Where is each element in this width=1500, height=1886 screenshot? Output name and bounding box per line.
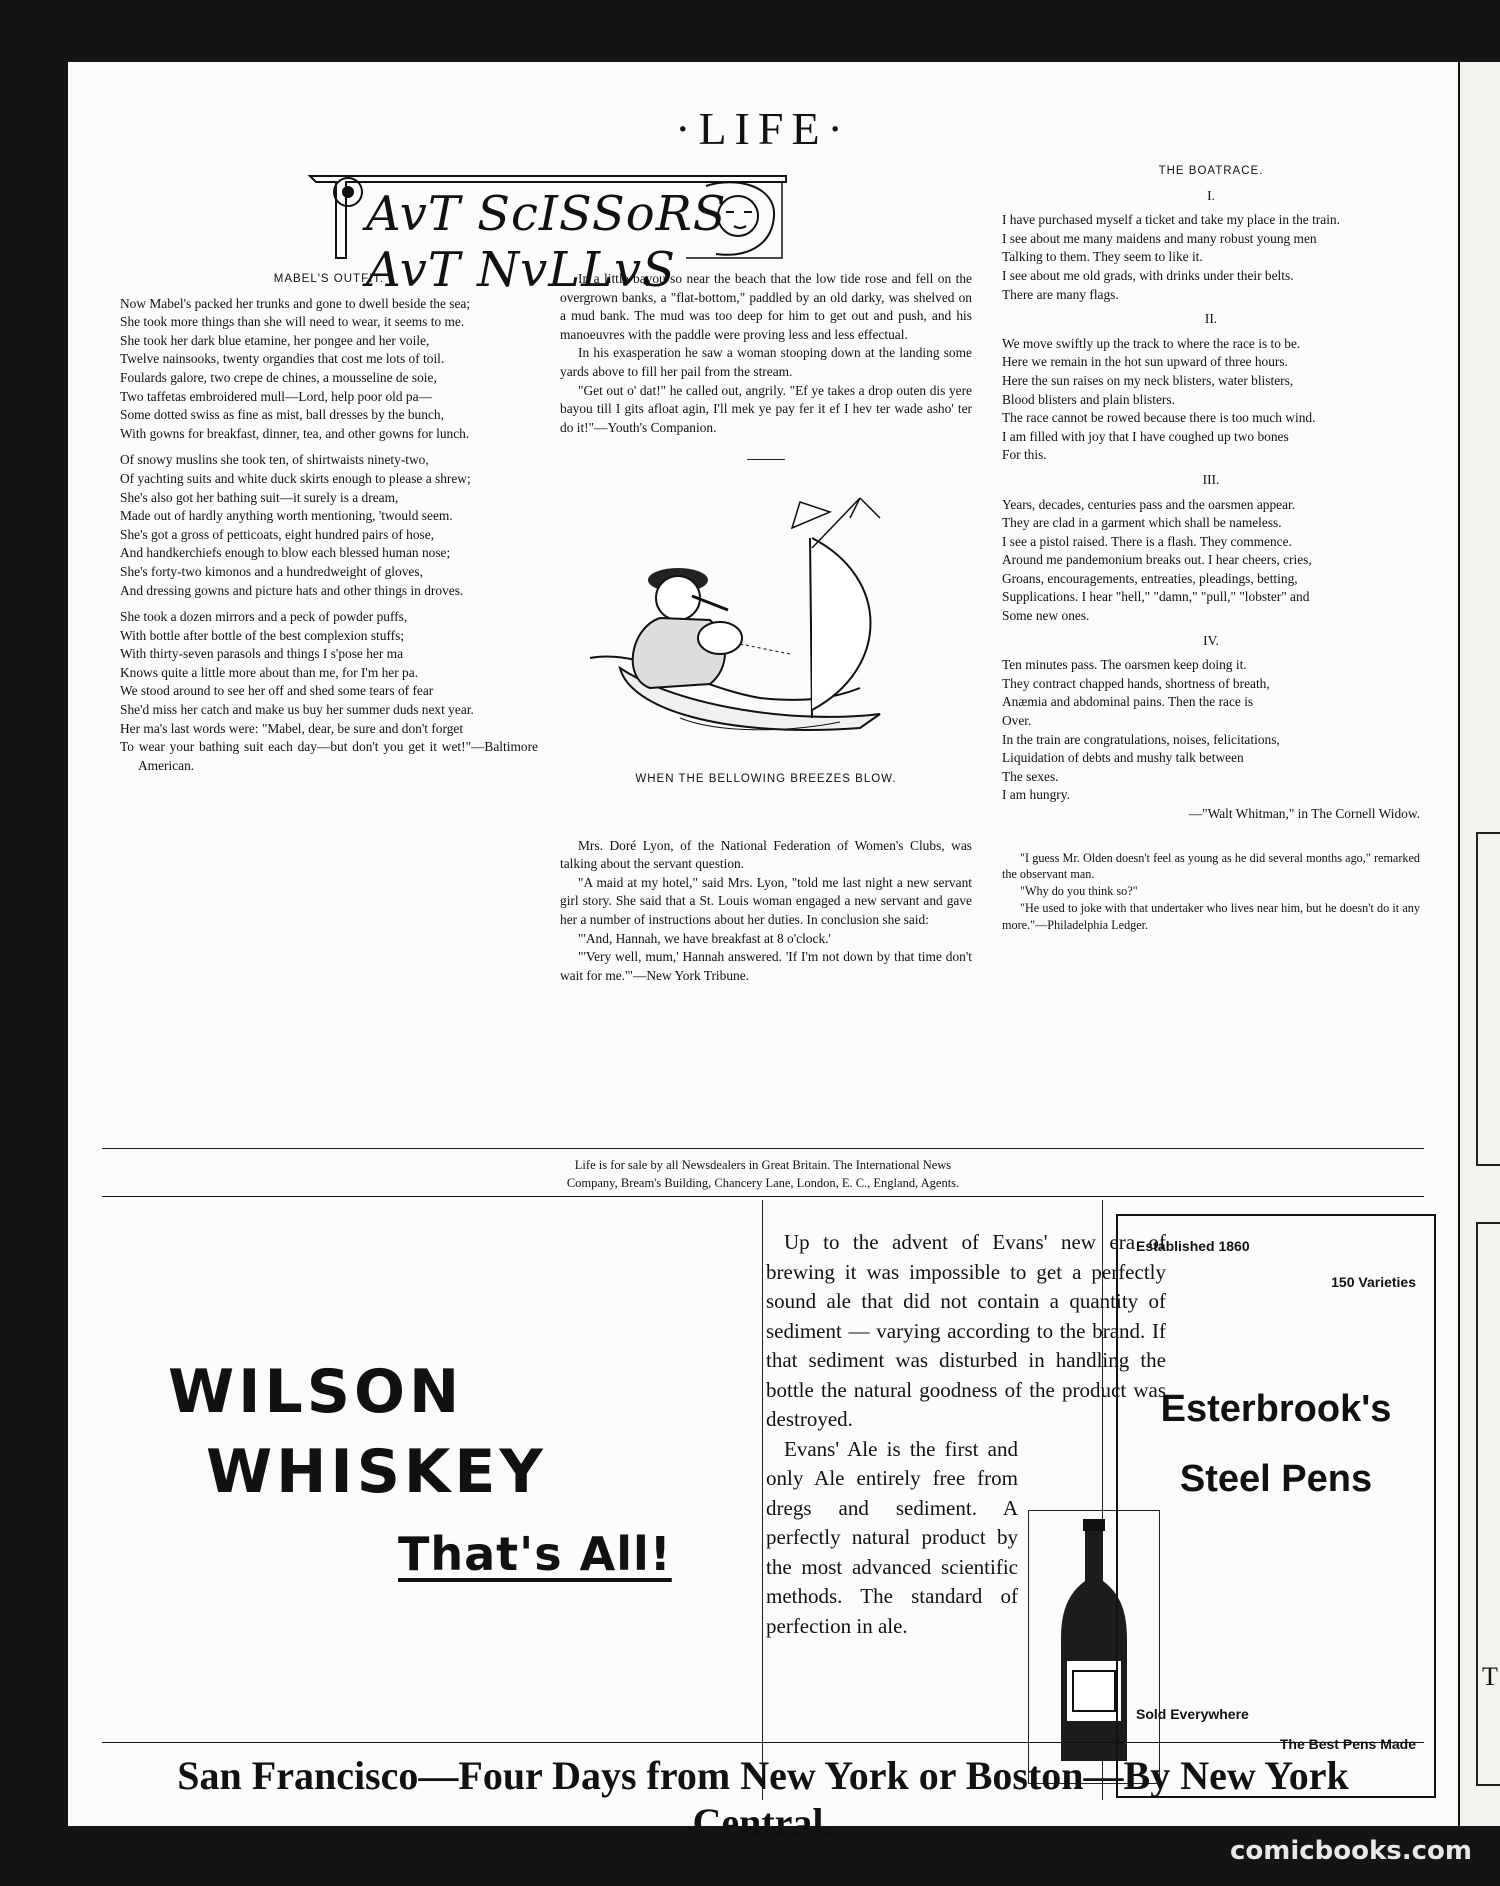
poem-line: With gowns for breakfast, dinner, tea, and other gowns for lunch. <box>120 425 470 441</box>
ad-line: WHISKEY <box>206 1437 547 1507</box>
poem-line: Her ma's last words were: "Mabel, dear, be sure and don't forget <box>120 720 464 736</box>
poem-line: The sexes. <box>1002 768 1059 784</box>
story-paragraph: "A maid at my hotel," said Mrs. Lyon, "told me last night a new servant girl story. She said that a St. Louis woman engaged a new servant and gave her a number of instructions about her duties. In conclusion she said: <box>560 874 972 927</box>
poem-line: And handkerchiefs enough to blow each blessed human nose; <box>120 545 451 561</box>
poem-line: We stood around to see her off and shed some tears of fear <box>120 683 434 699</box>
banner-title: AvT ScISSoRS AvT NvLLvS <box>366 186 727 298</box>
ad-copy: Evans' Ale is the first and only Ale entirely free from dregs and sediment. A perfectly natural product by the most advanced scientific methods. The standard of perfection in ale. <box>766 1436 1018 1638</box>
poem-line: She took more things than she will need to wear, it seems to me. <box>120 314 465 330</box>
ad-brand-line: Esterbrook's <box>1160 1388 1392 1430</box>
poem-line: For this. <box>1002 447 1047 463</box>
poem-line: She's forty-two kimonos and a hundredweight of gloves, <box>120 563 423 579</box>
poem-line: She's got a gross of petticoats, eight hundred pairs of hose, <box>120 526 435 542</box>
poem-line: I am hungry. <box>1002 787 1070 803</box>
sale-notice-line: Company, Bream's Building, Chancery Lane, London, E. C., England, Agents. <box>566 1176 960 1190</box>
column-mabels-outfit <box>120 270 538 775</box>
ad-brand-line: Steel Pens <box>1179 1458 1373 1500</box>
ad-copy: Up to the advent of Evans' new era of brewing it was impossible to get a perfectly sound ale that did not contain a quantity of sediment — varying according to the brand. If that sediment was disturbed in handling the bottle the natural goodness of the product was destroyed. <box>766 1230 1166 1431</box>
poem-line: I see about me many maidens and many robust young men <box>1002 230 1317 246</box>
poem-line: She took her dark blue etamine, her pongee and her voile, <box>120 332 430 348</box>
poem-line: Here the sun raises on my neck blisters, water blisters, <box>1002 372 1294 388</box>
poem-line: I see about me old grads, with drinks under their belts. <box>1002 267 1294 283</box>
poem-line: Blood blisters and plain blisters. <box>1002 391 1175 407</box>
poem-line: Liquidation of debts and mushy talk between <box>1002 750 1244 766</box>
poem-line: Groans, encouragements, entreaties, pleadings, betting, <box>1002 570 1298 586</box>
section-number: IV. <box>1203 632 1219 648</box>
poem-line: With thirty-seven parasols and things I s'pose her ma <box>120 646 404 662</box>
cartoon-caption: WHEN THE BELLOWING BREEZES BLOW. <box>635 772 897 785</box>
poem-line: Over. <box>1002 713 1032 729</box>
poem-line: Knows quite a little more about than me, for I'm her pa. <box>120 664 419 680</box>
ad-line: WILSON <box>168 1357 464 1427</box>
poem-line: They are clad in a garment which shall be nameless. <box>1002 515 1282 531</box>
column-boatrace <box>1002 162 1420 934</box>
poem-line: Ten minutes pass. The oarsmen keep doing it. <box>1002 657 1247 673</box>
poem-body <box>1002 187 1420 805</box>
section-number: II. <box>1204 311 1218 327</box>
poem-line: She'd miss her catch and make us buy her summer duds next year. <box>120 702 474 718</box>
story-paragraph: "He used to joke with that undertaker who lives near him, but he doesn't do it any more."—Philadelphia Ledger. <box>1002 900 1420 932</box>
column-middle <box>560 270 972 985</box>
poem-line: And dressing gowns and picture hats and other things in droves. <box>120 582 464 598</box>
poem-line: Some new ones. <box>1002 608 1090 624</box>
poem-line: Here we remain in the hot sun upward of three hours. <box>1002 354 1288 370</box>
story-paragraph: "'Very well, mum,' Hannah answered. 'If I'm not down by that time don't wait for me.'"—New York Tribune. <box>560 949 972 983</box>
ad-slogan: That's All! <box>398 1527 672 1581</box>
poem-line: I see a pistol raised. There is a flash. They commence. <box>1002 533 1292 549</box>
watermark: comicbooks.com <box>1229 1836 1472 1866</box>
stanza-gap <box>120 600 538 608</box>
magazine-title: ·LIFE· <box>675 103 851 154</box>
poem-line: Supplications. I hear "hell," "damn," "pull," "lobster" and <box>1002 589 1310 605</box>
poem-line: I am filled with joy that I have coughed up two bones <box>1002 428 1289 444</box>
poem-line: They contract chapped hands, shortness of breath, <box>1002 675 1270 691</box>
wilson-whiskey-ad <box>168 1352 672 1596</box>
poem-line: The race cannot be rowed because there is too much wind. <box>1002 410 1316 426</box>
poem-line: Of snowy muslins she took ten, of shirtwaists ninety-two, <box>120 452 429 468</box>
cartoon-sailboat-illustration <box>560 488 972 758</box>
poem-line: Made out of hardly anything worth mentioning, 'twould seem. <box>120 508 453 524</box>
poem-line: In the train are congratulations, noises, felicitations, <box>1002 731 1280 747</box>
story-paragraph: "Get out o' dat!" he called out, angrily. "Ef ye takes a drop outen dis yere bayou till I gits afloat agin, I'll mek ye pay fer it ef I hev ter wade asho' ter do it!"—Youth's Companion. <box>560 382 972 435</box>
sale-notice-line: Life is for sale by all Newsdealers in Great Britain. The International News <box>574 1158 952 1172</box>
poem-body <box>120 295 538 776</box>
adjacent-page-edge <box>1458 62 1500 1826</box>
section-number: I. <box>1207 187 1215 203</box>
poem-line: We move swiftly up the track to where the race is to be. <box>1002 335 1301 351</box>
poem-line: Years, decades, centuries pass and the oarsmen appear. <box>1002 496 1296 512</box>
stanza-gap <box>120 443 538 451</box>
story-paragraph: "Why do you think so?" <box>1020 884 1138 899</box>
divider-top <box>102 1148 1424 1149</box>
poem-line: Anæmia and abdominal pains. Then the race is <box>1002 694 1254 710</box>
story-paragraph: In a little bayou so near the beach that the low tide rose and fell on the overgrown banks, a "flat-bottom," paddled by an old darky, was shelved on a mud bank. The mud was too deep for him to get out and push, and his manoeuvres with the paddle were proving less and less effectual. <box>560 271 972 342</box>
ad-brand-name <box>1118 1374 1434 1514</box>
poem-line: There are many flags. <box>1002 286 1119 302</box>
poem-line: Two taffetas embroidered mull—Lord, help poor old pa— <box>120 388 432 404</box>
poem-line: Around me pandemonium breaks out. I hear cheers, cries, <box>1002 552 1312 568</box>
ad-divider <box>762 1200 763 1800</box>
divider-sf <box>102 1742 1424 1743</box>
adjacent-box <box>1476 832 1500 1166</box>
sale-notice <box>68 1156 1458 1192</box>
ad-sold: Sold Everywhere <box>1136 1706 1249 1722</box>
divider-bottom <box>102 1196 1424 1197</box>
section-number: III. <box>1202 471 1220 487</box>
poem-line: With bottle after bottle of the best complexion stuffs; <box>120 627 405 643</box>
poem-credit: —"Walt Whitman," in The Cornell Widow. <box>1188 806 1420 821</box>
poem-line: Talking to them. They seem to like it. <box>1002 249 1203 265</box>
ad-tagline: The Best Pens Made <box>1279 1736 1416 1752</box>
poem-line: Now Mabel's packed her trunks and gone to dwell beside the sea; <box>120 295 471 311</box>
poem-line: She's also got her bathing suit—it surely is a dream, <box>120 489 399 505</box>
poem-line: She took a dozen mirrors and a peck of powder puffs, <box>120 609 408 625</box>
divider <box>747 459 785 460</box>
poem-line: Foulards galore, two crepe de chines, a mousseline de soie, <box>120 369 437 385</box>
poem-line: Of yachting suits and white duck skirts enough to please a shrew; <box>120 470 471 486</box>
poem-line: To wear your bathing suit each day—but don't you get it wet!"—Baltimore American. <box>120 739 538 773</box>
poem-heading: THE BOATRACE. <box>1158 165 1264 177</box>
adjacent-box <box>1476 1222 1500 1786</box>
new-york-central-ad: San Francisco—Four Days from New York or Boston—By New York Central. <box>177 1753 1349 1845</box>
story-paragraph: "I guess Mr. Olden doesn't feel as young as he did several months ago," remarked the observant man. <box>1002 850 1420 882</box>
poem-line: Some dotted swiss as fine as mist, ball dresses by the bunch, <box>120 407 444 423</box>
adjacent-page-letter: T <box>1482 1662 1498 1691</box>
story-paragraph: In his exasperation he saw a woman stooping down at the landing some yards above to fill her pail from the stream. <box>560 345 972 379</box>
poem-line: I have purchased myself a ticket and take my place in the train. <box>1002 212 1340 228</box>
poem-heading: MABEL'S OUTFIT. <box>273 273 385 285</box>
story-paragraph: "'And, Hannah, we have breakfast at 8 o'clock.' <box>578 930 831 946</box>
ad-varieties: 150 Varieties <box>1331 1274 1416 1290</box>
esterbrook-pens-ad <box>1116 1214 1436 1798</box>
ad-established: Established 1860 <box>1136 1238 1250 1254</box>
magazine-page <box>68 62 1458 1845</box>
poem-line: Twelve nainsooks, twenty organdies that cost me lots of toil. <box>120 351 445 367</box>
story-paragraph: Mrs. Doré Lyon, of the National Federation of Women's Clubs, was talking about the servant question. <box>560 837 972 872</box>
